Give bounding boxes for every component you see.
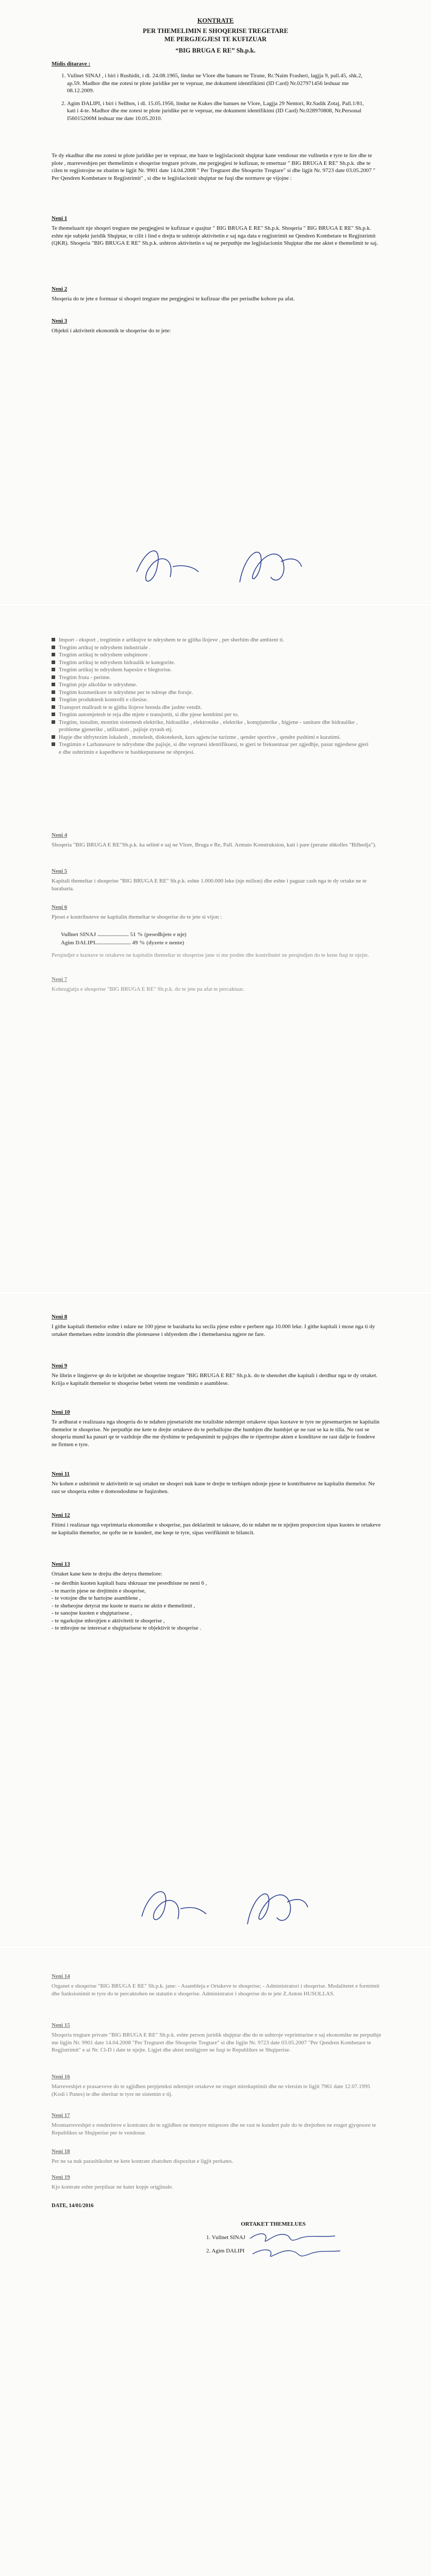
right-item: - te votojne dhe te hartojne asamblene ,	[52, 1595, 141, 1602]
signatures-page-3	[131, 1875, 317, 1937]
article-4-heading: Neni 4	[52, 832, 68, 838]
article-14-heading: Neni 14	[52, 1973, 70, 1979]
article-13-intro: Ortaket kane kete te drejta dhe detyra themelore:	[52, 1571, 162, 1577]
parties-heading: Midis ditarave :	[52, 61, 91, 67]
article-12-text: Fitimi i realizuar nga veprimtaria ekonomike e shoqerise, pas deklarimit te taksave, do te ndahet ne te njejten proporcion sipas kuotes te ortakeve ne kapitalin themelor, ne qofte ne te kundert, me keqe te tyre, sipas verifikimit te bilancit.	[52, 1522, 381, 1536]
right-item: - te sheheojne detyrat me kuote te marra ne aktin e themelimit ,	[52, 1602, 195, 1609]
party-2	[67, 100, 372, 123]
party-2-text: Agim DALIPI, i biri i Sellhos, i dl. 15.05.1956, lindur ne Kukes dhe banues ne Vlore, Lagjja 29 Nentori, Rr.Sadik Zotaj, Pall.1/81, kati i 4-te. Madhor dhe me zotesi te plote juridike per te vepruar, me dokument identifikimi (ID Card) Nr.028970808, Nr.Personal I56015200M leshuar me date 10.05.2010.	[67, 100, 364, 122]
right-item-text: te sanojne kuoten e shqiptarisese ,	[55, 1610, 132, 1617]
party-1	[67, 72, 372, 95]
article-7-heading: Neni 7	[52, 976, 68, 982]
article-18-text: Per ne sa nuk parashikohet ne kete kontrate zbatohen dispozitat e ligjit perkates.	[52, 2158, 234, 2164]
page-1	[0, 0, 431, 605]
right-item: - te sanojne kuoten e shqiptarisese ,	[52, 1610, 132, 1617]
signature-1	[142, 1892, 206, 1920]
article-9-heading: Neni 9	[52, 1363, 68, 1369]
article-14-text: Organet e shoqerise "BIG BRUGA E RE" Sh.p.k. jane: - Asambleja e Ortakeve te shoqerise; - Administratori i shoqerise. Modalitetet e formimit dhe funksionimit te tyre do te percaktohen ne statutin e shoqerise. Administrator i shoqerise do te jete Z.Anton HUSOLLAS.	[52, 1983, 379, 1997]
article-18-heading: Neni 18	[52, 2148, 70, 2155]
right-item: - te mbrojne ne interesat e shqiptarisese te objektivit te shoqerise .	[52, 1625, 202, 1632]
article-17-heading: Neni 17	[52, 2112, 70, 2119]
article-2-heading: Neni 2	[52, 286, 68, 292]
right-item-text: te sheheojne detyrat me kuote te marra ne aktin e themelimit ,	[55, 1602, 195, 1609]
page-3	[0, 1293, 431, 1947]
contract-title-line1: PER THEMELIMIN E SHOQERISE TREGETARE	[142, 27, 288, 35]
article-9-text: Ne librin e lingjerve qe do te krijohet ne shoqerine tregtare "BIG BRUGA E RE" Sh.p.k. do te shenohet dhe kapitali i derdhur nga te dy ortaket. Kriija e kapitalit themelor te shoqerise behet vetem me vendimin e asamblese.	[52, 1372, 378, 1386]
article-15-heading: Neni 15	[52, 2022, 70, 2028]
share-2: Agim DALIPI......................... 49 % (dyzete e nente)	[61, 940, 185, 946]
article-10-heading: Neni 10	[52, 1409, 70, 1415]
object-item: Tregtim produktesh kontrolli e cilesise.	[52, 696, 371, 704]
article-15-text: Shoqeria tregtare private "BIG BRUGA E RE" Sh.p.k. eshte person juridik shqiptar dhe do te ushtroje veprimtarine e saj ekonomike ne perputhje me ligjin Nr. 9901 date 14.04.2008 "Per Tregtaret dhe Shoqerite Tregtare" si dhe ligjin Nr. 9723 date 03.05.2007 "Per Qendren Kombetare te Regjistrimit" e ai Nr. Cl-D i date te njejte. Ligjet dhe aktet nenligjore ne fuqi te Republikes se Shqiperise.	[52, 2032, 382, 2054]
object-item: Tregtim automjetesh te reja dhe mjete e transjortit, si dhe pjese kembimi per to.	[52, 711, 371, 719]
party-1-text: Vullnet SINAJ , i biri i Rushidit, i dl. 24.08.1965, lindur ne Vlore dhe banues ne Tirane, Rr.'Naim Frasheri, lagjja 9, pall.45, shk.2, ap.59. Madhor dhe me zotesi te plote juridike per te vepruar, me dokument identifikimi (ID Card) Nr.027971456 leshuar me 08.12.2009.	[67, 73, 363, 94]
parties-list	[58, 72, 372, 122]
article-7-text: Kohezgjatja e shoqerise "BIG BRUGA E RE" Sh.p.k. do te jete pa afat te percaktuar.	[52, 986, 244, 992]
article-16-heading: Neni 16	[52, 2074, 70, 2080]
founders-label: ORTAKET THEMELUES	[241, 2221, 306, 2227]
signature-2	[253, 2250, 340, 2257]
article-2-text: Shoqeria do te jete e formuar si shoqeri tregtare me pergjegjesi te kufizuar dhe per periudhe kohore pa afat.	[52, 296, 295, 302]
intro-paragraph: Te dy ekadhur dhe me zotesi te plote juridike per te vepruar, me baze te legjislacionit shqiptar kane vendosur me vullnetin e tyre te lire dhe te plote , marreveshjen per themelimin e shoqerise tregtare private, me pergjegjesi te kufizuar, te emertuar " BIG BRUGA E RE" Sh.p.k. dhe te cilen te regjistrojne ne zbatim te ligjit Nr. 9901 date 14.04.2008 " Per Tregtaret dhe Shoqerite Tregtare" si dhe ligjit Nr. 9723 date 03.05.2007 " Per Qendren Kombetare te Regjistrimit" , si dhe te legjislacionit shqiptar ne fuqi dhe normave qe vijojne :	[52, 152, 376, 181]
share-1: Vullnet SINAJ ...................... 51 % (pesedhjete e nje)	[61, 931, 187, 938]
article-12-heading: Neni 12	[52, 1512, 70, 1518]
right-item: - ne derdhin kuoten kapitali bazu shkruaar me pesedhisne ne neni 6 ,	[52, 1580, 207, 1586]
object-item: Import - eksport , tregtimin e artikujve te ndryshem te te gjitha llojeve , per sherbim dhe ambient ti.	[52, 636, 371, 644]
article-19-heading: Neni 19	[52, 2174, 70, 2180]
article-6-intro: Pjeset e kontributeve ne kapitalin themeltar te shoqerise do te jete si vijon :	[52, 914, 222, 920]
signature-2	[247, 1894, 308, 1924]
object-item: Tregtim artikuj te ndryshem hapesire e blegtorise.	[52, 666, 371, 674]
article-17-text: Mosmarreveshjet e renderiteve e kontrates do te zgjidhen ne menyre miqesore dhe ne rast te kundert pale do te drejtohen ne rruget gjyqesore te Republikes se Shqiperise per te vendosur.	[52, 2122, 376, 2136]
article-5-text: Kapitali themeltar i shoqerise "BIG BRUGA E RE" Sh.p.k. eshte 1.000.000 leke (nje milion) dhe eshte i paguar cash nga te dy ortake ne te barabarta.	[52, 878, 367, 892]
contract-date: DATE, 14/01/2016	[52, 2203, 94, 2209]
contract-title-label: KONTRATE	[197, 17, 234, 24]
article-4-text: Shoqeria "BIG BRUGA E RE"Sh.p.k. ka selinë e saj ne Vlore, Bruga e Re, Pall. Armato Konstruksion, kati i pare (perane shkolles "Bilbedja").	[52, 842, 376, 848]
contract-title-line2: ME PERGJEGJESI TE KUFIZUAR	[164, 36, 267, 43]
article-11-heading: Neni 11	[52, 1471, 70, 1477]
article-11-text: Ne kohen e ushtrimit te aktivitetit te saj ortaket ne shoqeri nuk kane te drejte te terhiqen ndonje pjese te kontributeve ne kapitalin themelor. Ne rast se shoqeria eshte e domosdoshme te fuqizohen.	[52, 1481, 375, 1495]
article-1-text: Te themeluarit nje shoqeri tregtare me pergjegjesi te kufizuar e quajtur " BIG BRUGA E RE" Sh.p.k. Shoqeria " BIG BRUGA E RE" Sh.p.k. eshte nje subjekt juridik Shqiptar, te cilit i lind e drejta te ushtroje aktivitetin e saj nga data e regjistrimit ne Qendren Kombetare te Regjistrimit (QKR). Shoqeria "BIG BRUGA E RE" Sh.p.k. ushtron aktivitetin e saj ne perputhje me legjislacionin Shqiptar dhe me aktet e themelimit te saj.	[52, 225, 378, 247]
founder-signatures	[247, 2228, 345, 2262]
object-item: Tregtim, instalim, montim sistemesh elektrike, hidraulike , elektronike , elektrike , kompjuterike , higjene - sanitare dhe hidraulike , probleme gjenerike , utilizatori , pajisje zyrash etj.	[52, 719, 371, 734]
signature-1	[250, 2234, 335, 2242]
page-2	[0, 605, 431, 1293]
object-item: Tregtim pije alkolike te ndryshme.	[52, 681, 371, 689]
object-item: Tregtim fruta - perime.	[52, 674, 371, 682]
object-item: Hapje dhe shfrytezim lokalesh , motelesh, diskotekesh, kurs agjencise turizme , qender sportive , qendre pushimi e kuratimi.	[52, 734, 371, 741]
article-3-text: Objekti i aktivitetit ekonomik te shoqerise do te jete:	[52, 328, 171, 334]
right-item-text: te marrin pjese ne drejtimin e shoqerise,	[55, 1587, 146, 1594]
signatures-page-1	[126, 536, 312, 598]
article-6-heading: Neni 6	[52, 904, 68, 910]
founder-2-line: 2. Agim DALIPI	[206, 2248, 245, 2254]
signature-2	[240, 552, 302, 582]
right-item-text: te mbrojne ne interesat e shqiptarisese te objektivit te shoqerise .	[55, 1625, 202, 1632]
object-item: Transport mallrash te te gjitha llojeve brenda dhe jashte vendit.	[52, 704, 371, 711]
page-4	[0, 1947, 431, 2576]
article-16-text: Marreveshjet e prasaeveve do te zgjidhen perpjeteksi ndermjet ortakeve ne rruget mirekuptimit dhe ne vlersim te ligjit 7961 date 12.07.1995 (Kodi i Punes) te dhe sheritar te tyre ne sistemin e tij.	[52, 2083, 370, 2097]
article-10-text: Te ardhurat e realizuara nga shoqeria do te ndahen pjesetarisht me totalishte ndermjet ortakeve sipas kuotave te tyre ne pjesemarrjen ne kapitalin themelor te shoqerise. Ne perputhje me kete te drejte ortakeve do te perballojne dhe humbjen dhe humbjet qe ne rast se ka te tilla. Ne rast se shoqeria mund ka pasuri qe te vazhdoje dhe me dyshime te pedapunimit te pajisjes dhe te ripertrojne akten e konditave ne rast dalje te fondeve ne firmen e tyre.	[52, 1419, 380, 1448]
article-8-text: I githe kapitali themelor eshte i ndare ne 100 pjese te barabarta ku secila pjese eshte e perbere nga 10.000 leke. I githe kapitali i mose nga ti dy ortaket themelues eshte izondrin dhe plotesuese i shlyerdem dhe i themeluesisa ngjere ne fare.	[52, 1324, 375, 1337]
founder-1-line: 1. Vullnet SINAJ	[206, 2234, 245, 2241]
article-6-after: Perqindjet e kuotave te ortakeve ne kapitalin themeltar te shoqerise jane si me poshte dhe kontributet ne perqindjen do te kene fuqi te njejte.	[52, 952, 369, 958]
right-item: - te marrin pjese ne drejtimin e shoqerise,	[52, 1587, 146, 1594]
signature-1	[137, 551, 198, 581]
object-item: Tregtim artikuj te ndryshem hidraulik te kategorite.	[52, 659, 371, 667]
right-item-text: te votojne dhe te hartojne asamblene ,	[55, 1595, 141, 1602]
object-item: Tregtim artikuj te ndryshem ushqimore .	[52, 651, 371, 659]
object-item: Tregtim artikuj te ndryshem industriale .	[52, 644, 371, 652]
article-13-list	[52, 1580, 382, 1632]
right-item: - te ngarkojne mbrojtjen e aktivitetit te shoqerise ,	[52, 1617, 165, 1624]
article-13-heading: Neni 13	[52, 1561, 70, 1567]
company-name-heading: “BIG BRUGA E RE” Sh.p.k.	[175, 47, 256, 54]
object-item: Tregtimin e Larbanesave te ndryshme dhe pajisje, si dhe vepruesi identifikuesi, te gjeri te frekuentuar per zgjedhje, pasur ngjeshese gjeri e dhe ushtrimin e kapedheve te bashkepunuese ne shprejesi.	[52, 741, 371, 756]
article-19-text: Kjo kontrate eshte perpiluar ne kater kopje origjinale.	[52, 2184, 173, 2190]
object-item: Tregtim kozmetikore te ndryshme per te ndreqe dhe foruje.	[52, 689, 371, 697]
right-item-text: te ngarkojne mbrojtjen e aktivitetit te shoqerise ,	[55, 1617, 165, 1624]
article-8-heading: Neni 8	[52, 1314, 68, 1320]
article-1-heading: Neni 1	[52, 215, 68, 222]
article-3-heading: Neni 3	[52, 318, 68, 324]
objects-list	[52, 636, 371, 756]
article-5-heading: Neni 5	[52, 868, 68, 874]
right-item-text: ne derdhin kuoten kapitali bazu shkruaar me pesedhisne ne neni 6 ,	[55, 1580, 207, 1586]
